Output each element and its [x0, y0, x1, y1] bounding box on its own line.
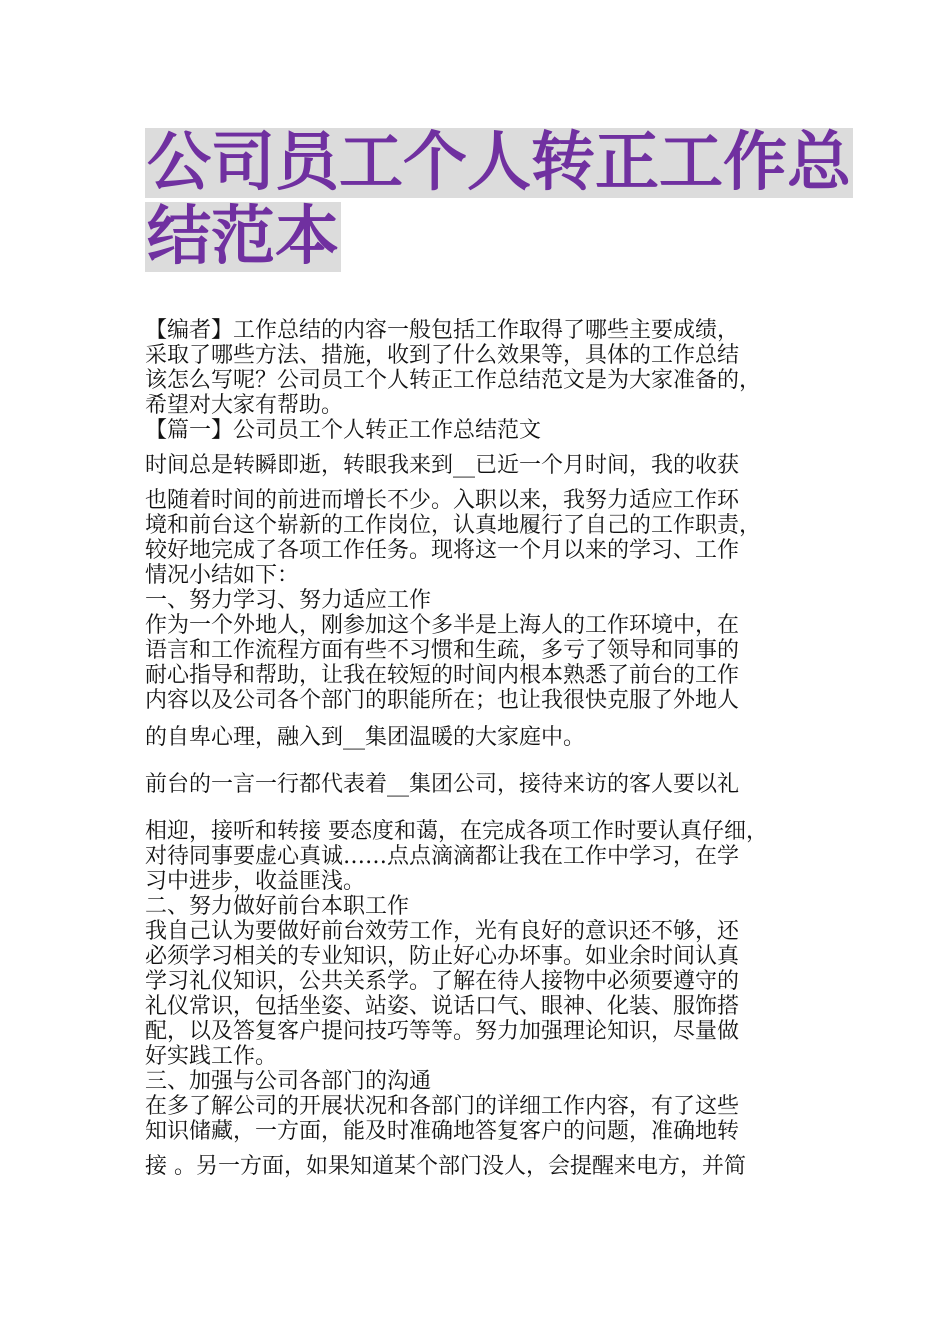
text-line: 境和前台这个崭新的工作岗位，认真地履行了自己的工作职责，: [145, 513, 762, 538]
title-line-1: 公司员工个人转正工作总: [147, 126, 851, 200]
text-line: 学习礼仪知识，公共关系学。了解在待人接物中必须要遵守的: [145, 969, 740, 994]
text-line: 耐心指导和帮助，让我在较短的时间内根本熟悉了前台的工作: [145, 663, 740, 688]
text-line: 较好地完成了各项工作任务。现将这一个月以来的学习、工作: [145, 538, 740, 563]
text-line: 【编者】工作总结的内容一般包括工作取得了哪些主要成绩，: [145, 318, 740, 343]
text-line: 礼仪常识，包括坐姿、站姿、说话口气、眼神、化装、服饰搭: [145, 994, 740, 1019]
text-line: 配，以及答复客户提问技巧等等。努力加强理论知识，尽量做: [145, 1019, 740, 1044]
title-line-2: 结范本: [147, 200, 339, 274]
text-line: 的自卑心理，融入到__集团温暖的大家庭中。: [145, 725, 586, 750]
text-line: 作为一个外地人，刚参加这个多半是上海人的工作环境中，在: [145, 613, 740, 638]
document-body: [145, 318, 810, 1179]
subsection-heading: 二、努力做好前台本职工作: [145, 894, 410, 919]
text-line: 内容以及公司各个部门的职能所在；也让我很快克服了外地人: [145, 688, 740, 713]
text-line: 该怎么写呢？公司员工个人转正工作总结范文是为大家准备的，: [145, 368, 762, 393]
text-line: 在多了解公司的开展状况和各部门的详细工作内容，有了这些: [145, 1094, 740, 1119]
text-line: 相迎，接听和转接 要态度和蔼，在完成各项工作时要认真仔细，: [145, 819, 768, 844]
text-line: 前台的一言一行都代表着__集团公司，接待来访的客人要以礼: [145, 772, 740, 797]
document-title: [145, 126, 851, 276]
text-line: 情况小结如下：: [145, 563, 300, 588]
text-line: 也随着时间的前进而增长不少。入职以来，我努力适应工作环: [145, 488, 740, 513]
text-line: 希望对大家有帮助。: [145, 393, 344, 418]
text-line: 必须学习相关的专业知识，防止好心办坏事。如业余时间认真: [145, 944, 740, 969]
text-line: 时间总是转瞬即逝，转眼我来到__已近一个月时间，我的收获: [145, 453, 740, 478]
text-line: 语言和工作流程方面有些不习惯和生疏，多亏了领导和同事的: [145, 638, 740, 663]
subsection-heading: 一、努力学习、努力适应工作: [145, 588, 432, 613]
text-line: 好实践工作。: [145, 1044, 278, 1069]
text-line: 习中进步，收益匪浅。: [145, 869, 366, 894]
text-line: 我自己认为要做好前台效劳工作，光有良好的意识还不够，还: [145, 919, 740, 944]
text-line: 知识储藏，一方面，能及时准确地答复客户的问题，准确地转: [145, 1119, 740, 1144]
text-line: 对待同事要虚心真诚……点点滴滴都让我在工作中学习，在学: [145, 844, 740, 869]
text-line: 采取了哪些方法、措施，收到了什么效果等，具体的工作总结: [145, 343, 740, 368]
text-line: 接 。另一方面，如果知道某个部门没人，会提醒来电方，并简: [145, 1154, 746, 1179]
section-heading: 【篇一】公司员工个人转正工作总结范文: [145, 418, 542, 443]
subsection-heading: 三、加强与公司各部门的沟通: [145, 1069, 432, 1094]
